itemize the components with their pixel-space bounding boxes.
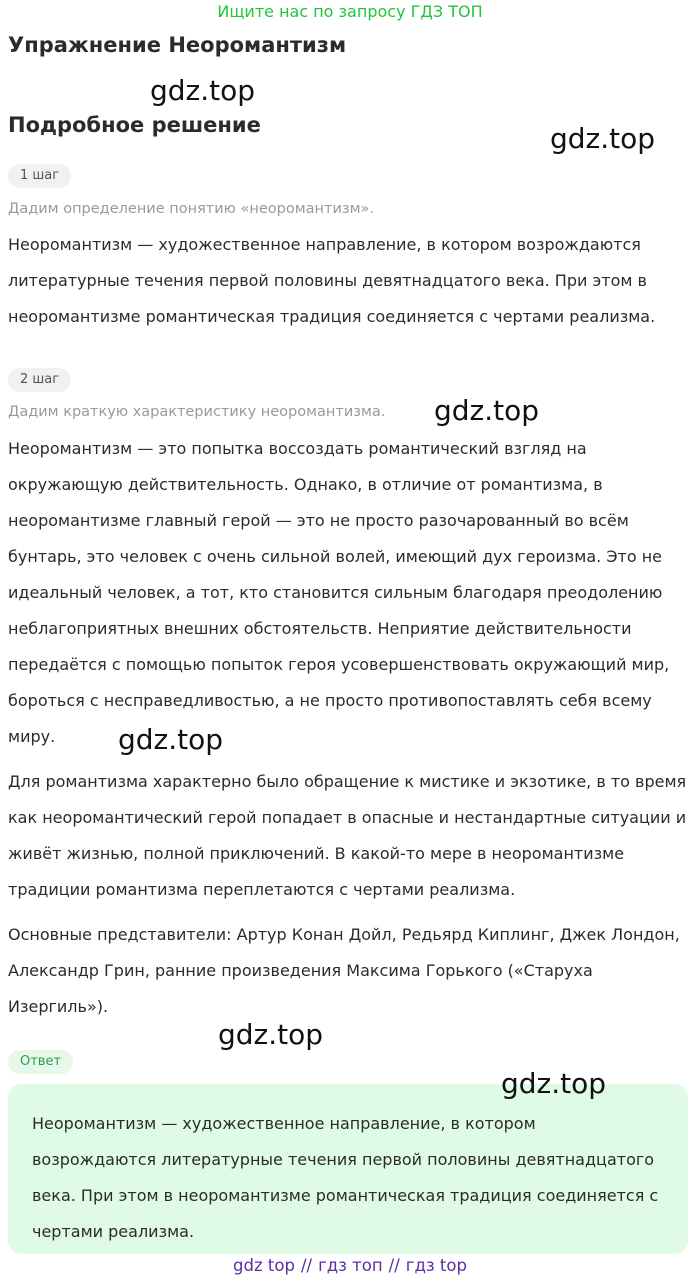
footer-link-gdz-top[interactable]: gdz top	[233, 1256, 295, 1275]
watermark: gdz.top	[150, 74, 256, 107]
top-banner: Ищите нас по запросу ГДЗ ТОП	[217, 2, 483, 21]
step-1-paragraph: Неоромантизм — художественное направление, в котором возрождаются литературные течения первой половины девятнадцатого века. При этом в неоромантизме романтическая традиция соединяется с чертами реализма.	[8, 235, 656, 326]
step-hint-2: Дадим краткую характеристику неоромантизма.	[8, 404, 386, 420]
footer-link-gdz-top-mixed[interactable]: гдз top	[405, 1256, 467, 1275]
step-badge-2: 2 шаг	[8, 368, 71, 392]
watermark: gdz.top	[218, 1018, 324, 1051]
footer-separator: //	[300, 1256, 313, 1275]
footer-link-gdz-top-ru[interactable]: гдз топ	[318, 1256, 383, 1275]
watermark: gdz.top	[118, 723, 224, 756]
answer-box	[8, 1084, 688, 1254]
step-2-paragraph-3: Основные представители: Артур Конан Дойл, Редьярд Киплинг, Джек Лондон, Александр Грин, ранние произведения Максима Горького («Старуха Изергиль»).	[8, 925, 680, 1016]
page-title: Упражнение Неоромантизм	[8, 33, 347, 57]
watermark: gdz.top	[550, 122, 656, 155]
section-heading: Подробное решение	[8, 113, 261, 137]
footer-links	[0, 1254, 700, 1278]
step-hint-1: Дадим определение понятию «неоромантизм».	[8, 201, 375, 217]
footer-separator: //	[388, 1256, 400, 1275]
step-badge-1: 1 шаг	[8, 164, 71, 188]
watermark: gdz.top	[501, 1067, 607, 1100]
step-2-paragraph-1: Неоромантизм — это попытка воссоздать романтический взгляд на окружающую действительность. Однако, в отличие от романтизма, в неоромантизме главный герой — это не просто разочарованный во всём бунтарь, это человек с очень сильной волей, имеющий дух героизма. Это не идеальный человек, а тот, кто становится сильным благодаря преодолению неблагоприятных внешних обстоятельств. Неприятие действительности передаётся с помощью попыток героя усовершенствовать окружающий мир, бороться с несправедливостью, а не просто противопоставлять себя всему миру.	[8, 439, 670, 746]
step-2-paragraph-2: Для романтизма характерно было обращение к мистике и экзотике, в то время как неоромантический герой попадает в опасные и нестандартные ситуации и живёт жизнью, полной приключений. В какой-то мере в неоромантизме традиции романтизма переплетаются с чертами реализма.	[8, 772, 687, 899]
watermark: gdz.top	[434, 394, 540, 427]
answer-badge: Ответ	[8, 1050, 73, 1074]
answer-text: Неоромантизм — художественное направление, в котором возрождаются литературные течения первой половины девятнадцатого века. При этом в неоромантизме романтическая традиция соединяется с чертами реализма.	[32, 1114, 659, 1241]
